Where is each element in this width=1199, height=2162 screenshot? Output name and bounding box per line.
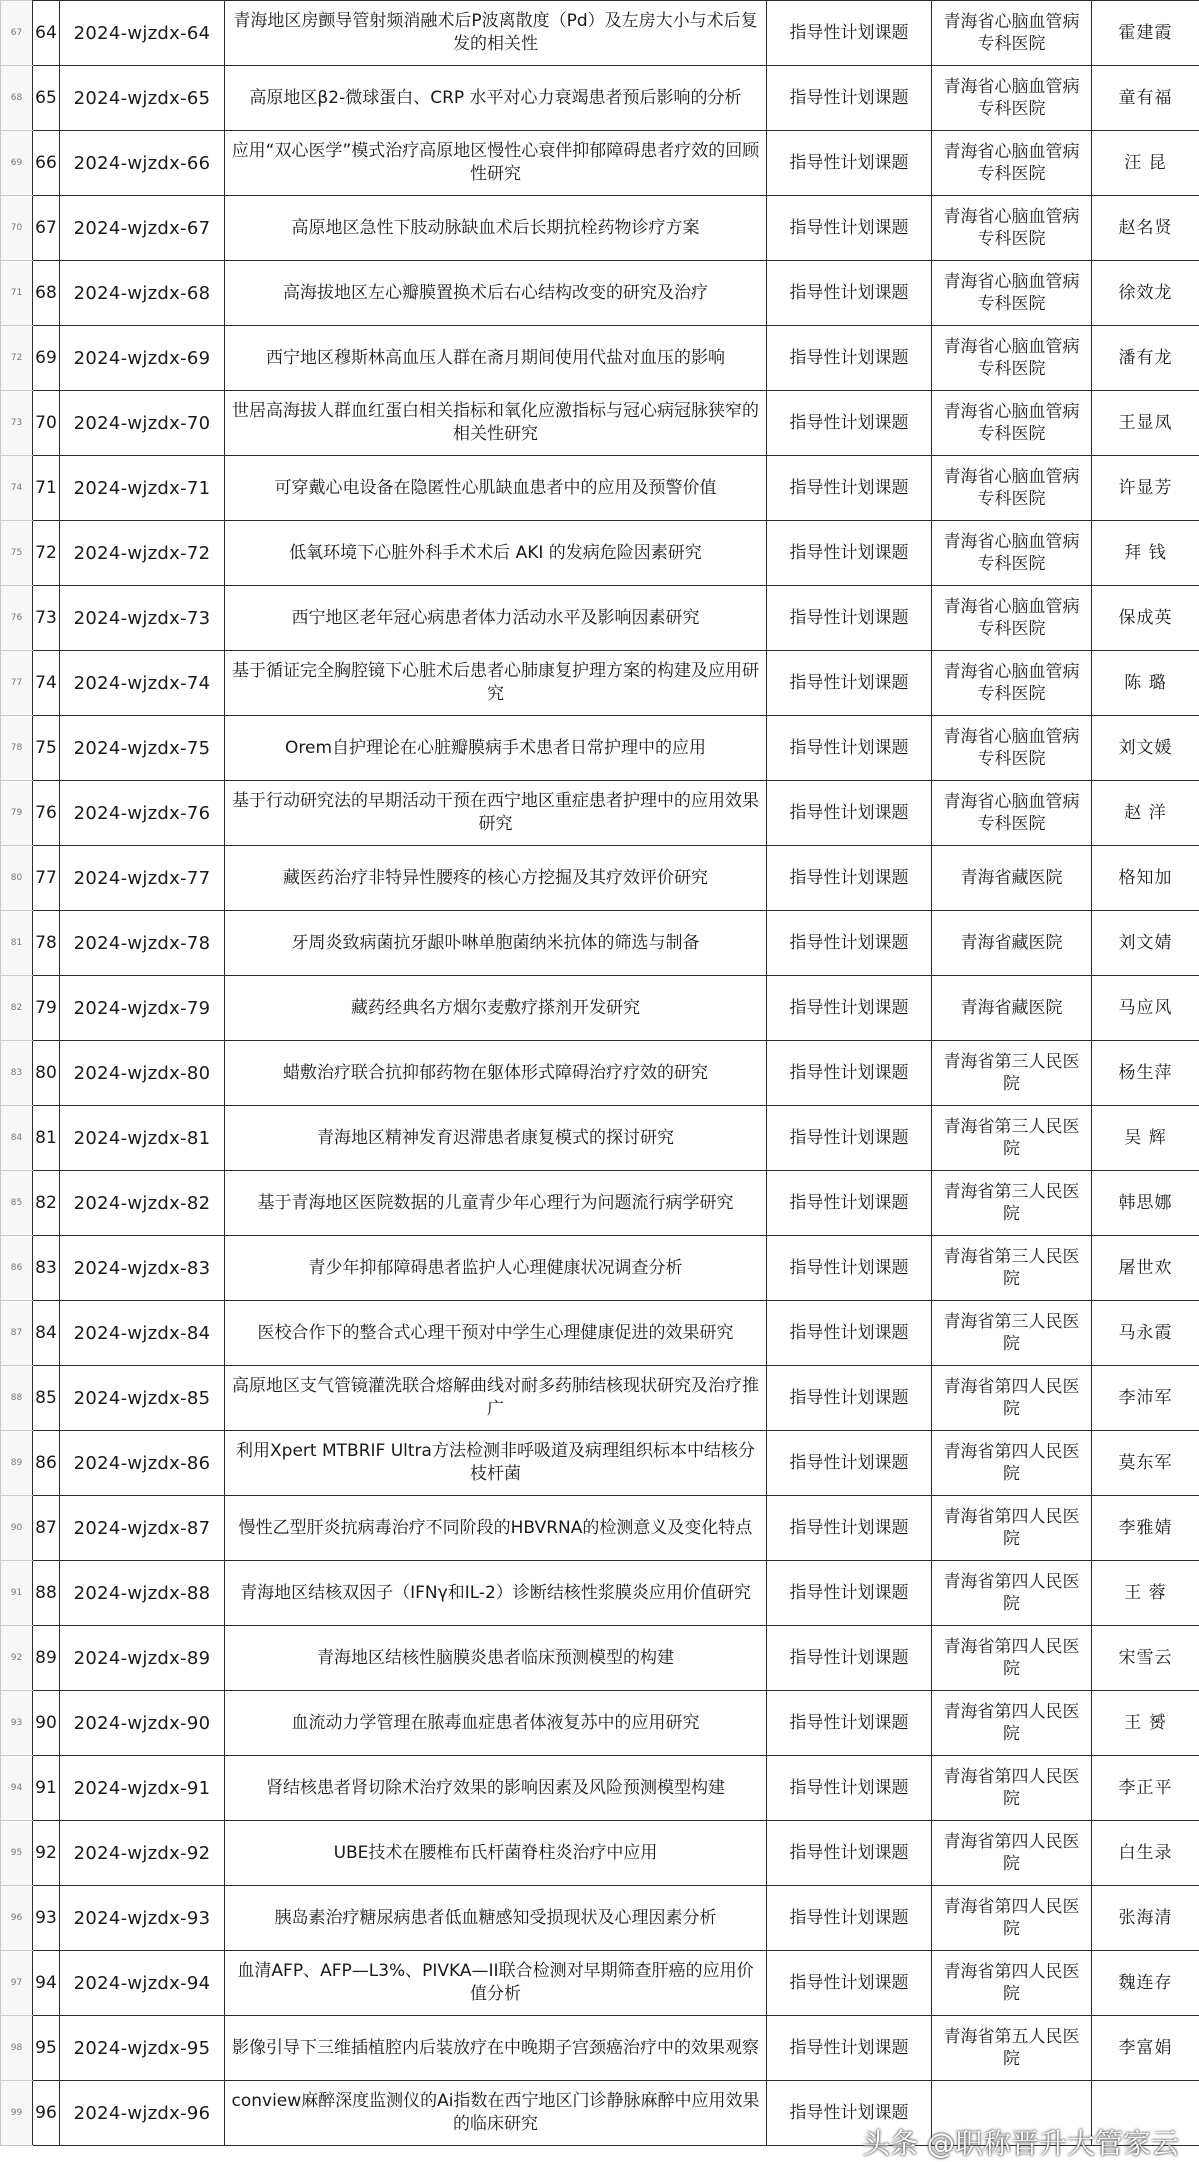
sequence-cell: 79 [33, 976, 60, 1041]
table-row [1, 521, 1199, 586]
institution-cell: 青海省心脑血管病专科医院 [932, 651, 1092, 716]
principal-investigator-cell: 屠世欢 [1092, 1236, 1199, 1301]
sequence-cell: 89 [33, 1626, 60, 1691]
project-type-cell: 指导性计划课题 [767, 131, 932, 196]
project-code-cell: 2024-wjzdx-87 [60, 1496, 225, 1561]
row-number-cell: 75 [1, 521, 33, 586]
principal-investigator-cell: 霍建霞 [1092, 1, 1199, 66]
table-row [1, 1171, 1199, 1236]
project-code-cell: 2024-wjzdx-89 [60, 1626, 225, 1691]
row-number-cell: 72 [1, 326, 33, 391]
project-title-cell: 西宁地区老年冠心病患者体力活动水平及影响因素研究 [225, 586, 767, 651]
table-row [1, 456, 1199, 521]
project-title-cell: 基于青海地区医院数据的儿童青少年心理行为问题流行病学研究 [225, 1171, 767, 1236]
project-type-cell: 指导性计划课题 [767, 976, 932, 1041]
row-number-cell: 82 [1, 976, 33, 1041]
project-type-cell: 指导性计划课题 [767, 1496, 932, 1561]
institution-cell: 青海省第五人民医院 [932, 2016, 1092, 2081]
project-title-cell: 牙周炎致病菌抗牙龈卟啉单胞菌纳米抗体的筛选与制备 [225, 911, 767, 976]
principal-investigator-cell: 王显凤 [1092, 391, 1199, 456]
row-number-cell: 71 [1, 261, 33, 326]
institution-cell: 青海省第四人民医院 [932, 1561, 1092, 1626]
project-title-cell: 青海地区精神发育迟滞患者康复模式的探讨研究 [225, 1106, 767, 1171]
row-number-cell: 68 [1, 66, 33, 131]
project-type-cell: 指导性计划课题 [767, 1886, 932, 1951]
sequence-cell: 86 [33, 1431, 60, 1496]
project-title-cell: 高原地区β2-微球蛋白、CRP 水平对心力衰竭患者预后影响的分析 [225, 66, 767, 131]
row-number-cell: 77 [1, 651, 33, 716]
table-row [1, 1561, 1199, 1626]
sequence-cell: 88 [33, 1561, 60, 1626]
institution-cell: 青海省心脑血管病专科医院 [932, 391, 1092, 456]
project-type-cell: 指导性计划课题 [767, 456, 932, 521]
institution-cell: 青海省第四人民医院 [932, 1821, 1092, 1886]
table-row [1, 911, 1199, 976]
project-title-cell: 藏医药治疗非特异性腰疼的核心方挖掘及其疗效评价研究 [225, 846, 767, 911]
project-code-cell: 2024-wjzdx-90 [60, 1691, 225, 1756]
principal-investigator-cell: 韩思娜 [1092, 1171, 1199, 1236]
project-title-cell: 肾结核患者肾切除术治疗效果的影响因素及风险预测模型构建 [225, 1756, 767, 1821]
sequence-cell: 83 [33, 1236, 60, 1301]
sequence-cell: 74 [33, 651, 60, 716]
table-row [1, 1496, 1199, 1561]
project-code-cell: 2024-wjzdx-67 [60, 196, 225, 261]
project-type-cell: 指导性计划课题 [767, 1366, 932, 1431]
principal-investigator-cell: 汪 昆 [1092, 131, 1199, 196]
sequence-cell: 85 [33, 1366, 60, 1431]
principal-investigator-cell: 许显芳 [1092, 456, 1199, 521]
principal-investigator-cell: 刘文婧 [1092, 911, 1199, 976]
project-type-cell: 指导性计划课题 [767, 2016, 932, 2081]
institution-cell: 青海省心脑血管病专科医院 [932, 196, 1092, 261]
project-type-cell: 指导性计划课题 [767, 911, 932, 976]
row-number-cell: 83 [1, 1041, 33, 1106]
project-type-cell: 指导性计划课题 [767, 1106, 932, 1171]
project-code-cell: 2024-wjzdx-69 [60, 326, 225, 391]
principal-investigator-cell: 莫东军 [1092, 1431, 1199, 1496]
row-number-cell: 93 [1, 1691, 33, 1756]
row-number-cell: 76 [1, 586, 33, 651]
project-code-cell: 2024-wjzdx-66 [60, 131, 225, 196]
project-title-cell: 慢性乙型肝炎抗病毒治疗不同阶段的HBVRNA的检测意义及变化特点 [225, 1496, 767, 1561]
sequence-cell: 92 [33, 1821, 60, 1886]
table-row [1, 716, 1199, 781]
table-row [1, 586, 1199, 651]
institution-cell: 青海省心脑血管病专科医院 [932, 326, 1092, 391]
project-code-cell: 2024-wjzdx-80 [60, 1041, 225, 1106]
project-type-cell: 指导性计划课题 [767, 1626, 932, 1691]
row-number-cell: 94 [1, 1756, 33, 1821]
institution-cell: 青海省第四人民医院 [932, 1886, 1092, 1951]
project-code-cell: 2024-wjzdx-91 [60, 1756, 225, 1821]
table-row [1, 326, 1199, 391]
project-title-cell: 西宁地区穆斯林高血压人群在斋月期间使用代盐对血压的影响 [225, 326, 767, 391]
watermark: 头条 @职称晋升大管家云 [862, 2122, 1179, 2162]
table-row [1, 651, 1199, 716]
project-code-cell: 2024-wjzdx-82 [60, 1171, 225, 1236]
table-row [1, 781, 1199, 846]
principal-investigator-cell: 赵 洋 [1092, 781, 1199, 846]
row-number-cell: 74 [1, 456, 33, 521]
institution-cell: 青海省心脑血管病专科医院 [932, 131, 1092, 196]
principal-investigator-cell: 李雅婧 [1092, 1496, 1199, 1561]
row-number-cell: 78 [1, 716, 33, 781]
table-row [1, 1366, 1199, 1431]
project-code-cell: 2024-wjzdx-72 [60, 521, 225, 586]
principal-investigator-cell: 格知加 [1092, 846, 1199, 911]
project-type-cell: 指导性计划课题 [767, 1431, 932, 1496]
table-row [1, 2016, 1199, 2081]
sequence-cell: 70 [33, 391, 60, 456]
sequence-cell: 65 [33, 66, 60, 131]
project-type-cell: 指导性计划课题 [767, 1691, 932, 1756]
project-type-cell: 指导性计划课题 [767, 1171, 932, 1236]
principal-investigator-cell: 王 赟 [1092, 1691, 1199, 1756]
project-title-cell: 青海地区结核双因子（IFNγ和IL-2）诊断结核性浆膜炎应用价值研究 [225, 1561, 767, 1626]
institution-cell: 青海省心脑血管病专科医院 [932, 521, 1092, 586]
institution-cell: 青海省藏医院 [932, 846, 1092, 911]
project-title-cell: 可穿戴心电设备在隐匿性心肌缺血患者中的应用及预警价值 [225, 456, 767, 521]
project-type-cell: 指导性计划课题 [767, 1, 932, 66]
sequence-cell: 72 [33, 521, 60, 586]
project-code-cell: 2024-wjzdx-71 [60, 456, 225, 521]
row-number-cell: 88 [1, 1366, 33, 1431]
table-body [1, 1, 1199, 2146]
row-number-cell: 80 [1, 846, 33, 911]
principal-investigator-cell: 白生录 [1092, 1821, 1199, 1886]
project-title-cell: 青少年抑郁障碍患者监护人心理健康状况调查分析 [225, 1236, 767, 1301]
sequence-cell: 95 [33, 2016, 60, 2081]
sequence-cell: 67 [33, 196, 60, 261]
institution-cell: 青海省心脑血管病专科医院 [932, 456, 1092, 521]
project-code-cell: 2024-wjzdx-83 [60, 1236, 225, 1301]
project-code-cell: 2024-wjzdx-94 [60, 1951, 225, 2016]
sequence-cell: 84 [33, 1301, 60, 1366]
row-number-cell: 87 [1, 1301, 33, 1366]
table-row [1, 1041, 1199, 1106]
project-type-cell: 指导性计划课题 [767, 651, 932, 716]
institution-cell: 青海省第四人民医院 [932, 1951, 1092, 2016]
principal-investigator-cell: 李富娟 [1092, 2016, 1199, 2081]
project-title-cell: Orem自护理论在心脏瓣膜病手术患者日常护理中的应用 [225, 716, 767, 781]
institution-cell: 青海省心脑血管病专科医院 [932, 781, 1092, 846]
institution-cell: 青海省心脑血管病专科医院 [932, 716, 1092, 781]
project-code-cell: 2024-wjzdx-84 [60, 1301, 225, 1366]
project-type-cell: 指导性计划课题 [767, 846, 932, 911]
project-title-cell: 影像引导下三维插植腔内后装放疗在中晚期子宫颈癌治疗中的效果观察 [225, 2016, 767, 2081]
row-number-cell: 70 [1, 196, 33, 261]
principal-investigator-cell: 张海清 [1092, 1886, 1199, 1951]
table-row [1, 1886, 1199, 1951]
project-title-cell: conview麻醉深度监测仪的Ai指数在西宁地区门诊静脉麻醉中应用效果的临床研究 [225, 2081, 767, 2146]
principal-investigator-cell: 王 蓉 [1092, 1561, 1199, 1626]
project-title-cell: UBE技术在腰椎布氏杆菌脊柱炎治疗中应用 [225, 1821, 767, 1886]
table-row [1, 391, 1199, 456]
row-number-cell: 85 [1, 1171, 33, 1236]
sequence-cell: 76 [33, 781, 60, 846]
project-type-cell: 指导性计划课题 [767, 1041, 932, 1106]
project-title-cell: 青海地区房颤导管射频消融术后P波离散度（Pd）及左房大小与术后复发的相关性 [225, 1, 767, 66]
project-code-cell: 2024-wjzdx-76 [60, 781, 225, 846]
row-number-cell: 98 [1, 2016, 33, 2081]
principal-investigator-cell: 杨生萍 [1092, 1041, 1199, 1106]
institution-cell: 青海省第四人民医院 [932, 1366, 1092, 1431]
principal-investigator-cell: 李正平 [1092, 1756, 1199, 1821]
principal-investigator-cell: 徐效龙 [1092, 261, 1199, 326]
principal-investigator-cell: 吴 辉 [1092, 1106, 1199, 1171]
table-row [1, 1106, 1199, 1171]
project-title-cell: 基于循证完全胸腔镜下心脏术后患者心肺康复护理方案的构建及应用研究 [225, 651, 767, 716]
project-code-cell: 2024-wjzdx-64 [60, 1, 225, 66]
row-number-cell: 67 [1, 1, 33, 66]
project-type-cell: 指导性计划课题 [767, 1236, 932, 1301]
row-number-cell: 81 [1, 911, 33, 976]
table-row [1, 1951, 1199, 2016]
row-number-cell: 90 [1, 1496, 33, 1561]
project-code-cell: 2024-wjzdx-88 [60, 1561, 225, 1626]
principal-investigator-cell: 魏连存 [1092, 1951, 1199, 2016]
project-title-cell: 血流动力学管理在脓毒血症患者体液复苏中的应用研究 [225, 1691, 767, 1756]
project-code-cell: 2024-wjzdx-93 [60, 1886, 225, 1951]
row-number-cell: 73 [1, 391, 33, 456]
institution-cell: 青海省心脑血管病专科医院 [932, 66, 1092, 131]
institution-cell: 青海省藏医院 [932, 911, 1092, 976]
principal-investigator-cell: 潘有龙 [1092, 326, 1199, 391]
principal-investigator-cell: 拜 钱 [1092, 521, 1199, 586]
project-code-cell: 2024-wjzdx-86 [60, 1431, 225, 1496]
institution-cell: 青海省第四人民医院 [932, 1626, 1092, 1691]
principal-investigator-cell: 刘文媛 [1092, 716, 1199, 781]
principal-investigator-cell: 宋雪云 [1092, 1626, 1199, 1691]
table-row [1, 846, 1199, 911]
project-title-cell: 高海拔地区左心瓣膜置换术后右心结构改变的研究及治疗 [225, 261, 767, 326]
row-number-cell: 95 [1, 1821, 33, 1886]
project-type-cell: 指导性计划课题 [767, 196, 932, 261]
institution-cell: 青海省心脑血管病专科医院 [932, 1, 1092, 66]
project-type-cell: 指导性计划课题 [767, 716, 932, 781]
project-title-cell: 血清AFP、AFP—L3%、PIVKA—II联合检测对早期筛查肝癌的应用价值分析 [225, 1951, 767, 2016]
sequence-cell: 90 [33, 1691, 60, 1756]
project-type-cell: 指导性计划课题 [767, 1561, 932, 1626]
project-code-cell: 2024-wjzdx-78 [60, 911, 225, 976]
table-row [1, 1756, 1199, 1821]
project-code-cell: 2024-wjzdx-70 [60, 391, 225, 456]
principal-investigator-cell: 陈 璐 [1092, 651, 1199, 716]
institution-cell: 青海省第三人民医院 [932, 1106, 1092, 1171]
project-title-cell: 应用“双心医学”模式治疗高原地区慢性心衰伴抑郁障碍患者疗效的回顾性研究 [225, 131, 767, 196]
sequence-cell: 73 [33, 586, 60, 651]
sequence-cell: 82 [33, 1171, 60, 1236]
row-number-cell: 69 [1, 131, 33, 196]
table-row [1, 976, 1199, 1041]
institution-cell: 青海省第三人民医院 [932, 1041, 1092, 1106]
project-code-cell: 2024-wjzdx-81 [60, 1106, 225, 1171]
project-type-cell: 指导性计划课题 [767, 781, 932, 846]
institution-cell: 青海省第三人民医院 [932, 1236, 1092, 1301]
institution-cell: 青海省第三人民医院 [932, 1171, 1092, 1236]
institution-cell: 青海省心脑血管病专科医院 [932, 261, 1092, 326]
sequence-cell: 75 [33, 716, 60, 781]
project-type-cell: 指导性计划课题 [767, 1756, 932, 1821]
project-code-cell: 2024-wjzdx-96 [60, 2081, 225, 2146]
table-row [1, 1821, 1199, 1886]
project-code-cell: 2024-wjzdx-75 [60, 716, 225, 781]
institution-cell: 青海省第四人民医院 [932, 1496, 1092, 1561]
project-code-cell: 2024-wjzdx-77 [60, 846, 225, 911]
row-number-cell: 96 [1, 1886, 33, 1951]
project-type-cell: 指导性计划课题 [767, 326, 932, 391]
principal-investigator-cell: 赵名贤 [1092, 196, 1199, 261]
project-type-cell: 指导性计划课题 [767, 261, 932, 326]
principal-investigator-cell: 马永霞 [1092, 1301, 1199, 1366]
project-type-cell: 指导性计划课题 [767, 391, 932, 456]
table-row [1, 1691, 1199, 1756]
table-row [1, 1431, 1199, 1496]
principal-investigator-cell: 童有福 [1092, 66, 1199, 131]
table-row [1, 66, 1199, 131]
sequence-cell: 69 [33, 326, 60, 391]
sequence-cell: 78 [33, 911, 60, 976]
sequence-cell: 93 [33, 1886, 60, 1951]
institution-cell: 青海省藏医院 [932, 976, 1092, 1041]
row-number-cell: 92 [1, 1626, 33, 1691]
project-code-cell: 2024-wjzdx-92 [60, 1821, 225, 1886]
project-code-cell: 2024-wjzdx-74 [60, 651, 225, 716]
row-number-cell: 99 [1, 2081, 33, 2146]
table-row [1, 1626, 1199, 1691]
row-number-cell: 84 [1, 1106, 33, 1171]
row-number-cell: 79 [1, 781, 33, 846]
row-number-cell: 91 [1, 1561, 33, 1626]
project-type-cell: 指导性计划课题 [767, 586, 932, 651]
project-title-cell: 世居高海拔人群血红蛋白相关指标和氧化应激指标与冠心病冠脉狭窄的相关性研究 [225, 391, 767, 456]
institution-cell: 青海省心脑血管病专科医院 [932, 586, 1092, 651]
sequence-cell: 66 [33, 131, 60, 196]
institution-cell: 青海省第四人民医院 [932, 1431, 1092, 1496]
project-code-cell: 2024-wjzdx-65 [60, 66, 225, 131]
row-number-cell: 97 [1, 1951, 33, 2016]
institution-cell: 青海省第三人民医院 [932, 1301, 1092, 1366]
project-code-cell: 2024-wjzdx-68 [60, 261, 225, 326]
table-row [1, 1236, 1199, 1301]
sequence-cell: 94 [33, 1951, 60, 2016]
table-row [1, 196, 1199, 261]
row-number-cell: 86 [1, 1236, 33, 1301]
sequence-cell: 91 [33, 1756, 60, 1821]
sequence-cell: 68 [33, 261, 60, 326]
sequence-cell: 96 [33, 2081, 60, 2146]
project-title-cell: 基于行动研究法的早期活动干预在西宁地区重症患者护理中的应用效果研究 [225, 781, 767, 846]
project-code-cell: 2024-wjzdx-95 [60, 2016, 225, 2081]
project-type-cell: 指导性计划课题 [767, 1821, 932, 1886]
project-title-cell: 高原地区急性下肢动脉缺血术后长期抗栓药物诊疗方案 [225, 196, 767, 261]
project-type-cell: 指导性计划课题 [767, 1301, 932, 1366]
project-title-cell: 藏药经典名方烟尔麦敷疗搽剂开发研究 [225, 976, 767, 1041]
project-type-cell: 指导性计划课题 [767, 521, 932, 586]
project-code-cell: 2024-wjzdx-73 [60, 586, 225, 651]
project-title-cell: 利用Xpert MTBRIF Ultra方法检测非呼吸道及病理组织标本中结核分枝杆菌 [225, 1431, 767, 1496]
project-code-cell: 2024-wjzdx-85 [60, 1366, 225, 1431]
sequence-cell: 81 [33, 1106, 60, 1171]
institution-cell: 青海省第四人民医院 [932, 1756, 1092, 1821]
project-title-cell: 低氧环境下心脏外科手术术后 AKI 的发病危险因素研究 [225, 521, 767, 586]
project-title-cell: 青海地区结核性脑膜炎患者临床预测模型的构建 [225, 1626, 767, 1691]
project-code-cell: 2024-wjzdx-79 [60, 976, 225, 1041]
project-title-cell: 高原地区支气管镜灌洗联合熔解曲线对耐多药肺结核现状研究及治疗推广 [225, 1366, 767, 1431]
principal-investigator-cell: 马应风 [1092, 976, 1199, 1041]
sequence-cell: 80 [33, 1041, 60, 1106]
sequence-cell: 71 [33, 456, 60, 521]
project-title-cell: 胰岛素治疗糖尿病患者低血糖感知受损现状及心理因素分析 [225, 1886, 767, 1951]
table-row [1, 1, 1199, 66]
project-type-cell: 指导性计划课题 [767, 1951, 932, 2016]
table-row [1, 261, 1199, 326]
sequence-cell: 64 [33, 1, 60, 66]
row-number-cell: 89 [1, 1431, 33, 1496]
project-type-cell: 指导性计划课题 [767, 2081, 932, 2146]
principal-investigator-cell: 保成英 [1092, 586, 1199, 651]
sequence-cell: 87 [33, 1496, 60, 1561]
principal-investigator-cell: 李沛军 [1092, 1366, 1199, 1431]
table-row [1, 131, 1199, 196]
sequence-cell: 77 [33, 846, 60, 911]
table-row [1, 1301, 1199, 1366]
project-title-cell: 蜡敷治疗联合抗抑郁药物在躯体形式障碍治疗疗效的研究 [225, 1041, 767, 1106]
project-title-cell: 医校合作下的整合式心理干预对中学生心理健康促进的效果研究 [225, 1301, 767, 1366]
project-type-cell: 指导性计划课题 [767, 66, 932, 131]
institution-cell: 青海省第四人民医院 [932, 1691, 1092, 1756]
